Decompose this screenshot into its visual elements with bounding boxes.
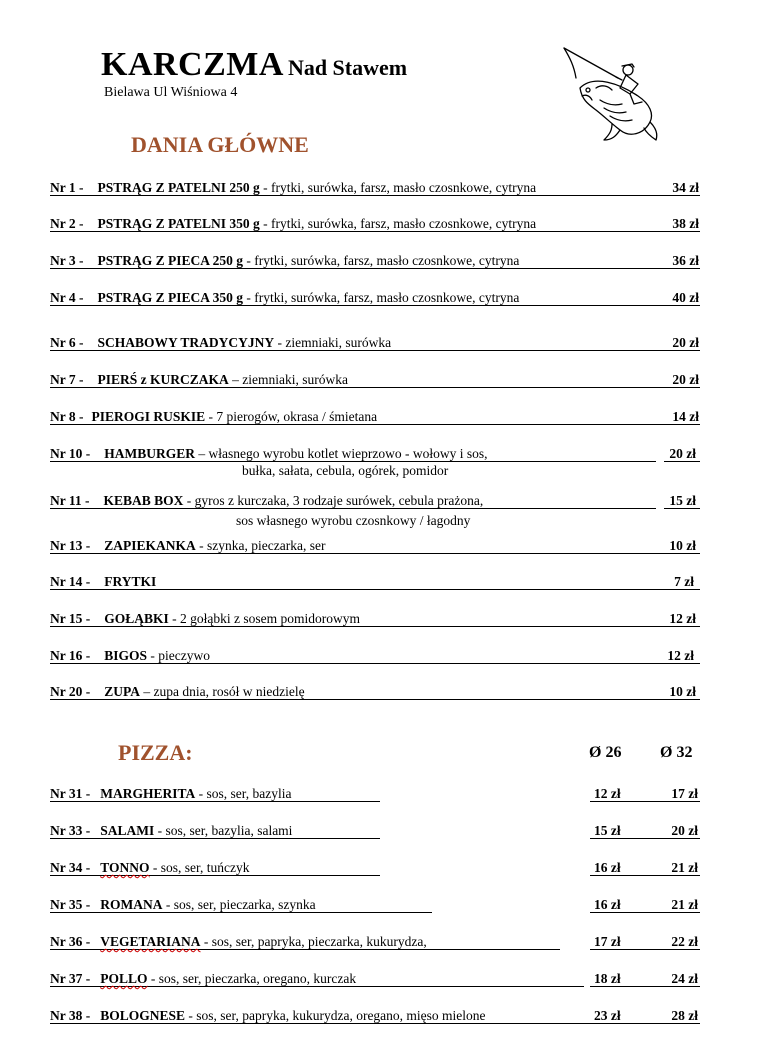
pizza-name: SALAMI	[100, 823, 155, 838]
dish-description: - frytki, surówka, farsz, masło czosnkowe, cytryna	[243, 290, 520, 305]
dish-price: 14 zł	[672, 409, 699, 424]
dish-price: 36 zł	[672, 253, 699, 268]
pizza-price-26: 17 zł	[594, 934, 621, 949]
dish-price: 20 zł	[669, 446, 696, 461]
dish-price: 34 zł	[672, 180, 699, 195]
restaurant-title	[101, 46, 407, 84]
pizza-price-26: 23 zł	[594, 1008, 621, 1023]
dish-description: - gyros z kurczaka, 3 rodzaje surówek, cebula prażona,	[183, 493, 484, 508]
pizza-name: BOLOGNESE	[100, 1008, 186, 1023]
pizza-price-32: 20 zł	[671, 823, 698, 838]
dish-name: KEBAB BOX	[103, 493, 184, 508]
dish-number: Nr 8 -	[50, 409, 84, 424]
pizza-description: - sos, ser, pieczarka, oregano, kurczak	[147, 971, 357, 986]
fisherman-icon	[560, 44, 660, 142]
dish-number: Nr 1 -	[50, 180, 84, 195]
pizza-price-32: 21 zł	[671, 897, 698, 912]
pizza-description: - sos, ser, papryka, kukurydza, oregano, mięso mielone	[185, 1008, 486, 1023]
pizza-name: POLLO	[100, 971, 148, 986]
restaurant-name-small: Nad Stawem	[287, 55, 408, 80]
pizza-number: Nr 31 -	[50, 786, 91, 801]
section-main-dishes-title: DANIA GŁÓWNE	[131, 132, 309, 157]
dish-number: Nr 11 -	[50, 493, 90, 508]
dish-price: 40 zł	[672, 290, 699, 305]
dish-name: PIERŚ z KURCZAKA	[97, 372, 229, 387]
dish-price: 38 zł	[672, 216, 699, 231]
dish-name: BIGOS	[104, 648, 148, 663]
dish-name: PSTRĄG Z PIECA 350 g	[97, 290, 244, 305]
dish-description-continued: sos własnego wyrobu czosnkowy / łagodny	[236, 513, 471, 528]
dish-price: 12 zł	[669, 611, 696, 626]
pizza-size-26-header: Ø 26	[589, 744, 622, 761]
dish-number: Nr 14 -	[50, 574, 91, 589]
dish-number: Nr 10 -	[50, 446, 91, 461]
pizza-name: ROMANA	[100, 897, 163, 912]
dish-name: PSTRĄG Z PIECA 250 g	[97, 253, 244, 268]
dish-description-continued: bułka, sałata, cebula, ogórek, pomidor	[242, 463, 449, 478]
pizza-description: - sos, ser, tuńczyk	[149, 860, 250, 875]
dish-number: Nr 7 -	[50, 372, 84, 387]
pizza-price-32: 28 zł	[671, 1008, 698, 1023]
pizza-number: Nr 38 -	[50, 1008, 91, 1023]
dish-number: Nr 15 -	[50, 611, 91, 626]
dish-number: Nr 3 -	[50, 253, 84, 268]
dish-number: Nr 6 -	[50, 335, 84, 350]
dish-description: – własnego wyrobu kotlet wieprzowo - wołowy i sos,	[195, 446, 488, 461]
dish-description: – zupa dnia, rosół w niedzielę	[140, 684, 305, 699]
dish-name: PIEROGI RUSKIE	[91, 409, 206, 424]
dish-number: Nr 16 -	[50, 648, 91, 663]
pizza-name: VEGETARIANA	[100, 934, 201, 949]
dish-number: Nr 13 -	[50, 538, 91, 553]
pizza-description: - sos, ser, pieczarka, szynka	[162, 897, 316, 912]
dish-price: 20 zł	[672, 372, 699, 387]
pizza-name: MARGHERITA	[100, 786, 196, 801]
dish-description: - 2 gołąbki z sosem pomidorowym	[168, 611, 360, 626]
dish-description: - szynka, pieczarka, ser	[195, 538, 326, 553]
dish-name: GOŁĄBKI	[104, 611, 169, 626]
pizza-number: Nr 37 -	[50, 971, 91, 986]
pizza-price-26: 16 zł	[594, 897, 621, 912]
dish-price: 10 zł	[669, 538, 696, 553]
pizza-price-26: 15 zł	[594, 823, 621, 838]
dish-price: 20 zł	[672, 335, 699, 350]
dish-price: 12 zł	[667, 648, 694, 663]
dish-description: - frytki, surówka, farsz, masło czosnkowe, cytryna	[259, 216, 537, 231]
pizza-price-32: 24 zł	[671, 971, 698, 986]
dish-name: ZAPIEKANKA	[104, 538, 196, 553]
dish-name: ZUPA	[104, 684, 140, 699]
pizza-price-26: 18 zł	[594, 971, 621, 986]
dish-description: – ziemniaki, surówka	[228, 372, 348, 387]
pizza-number: Nr 33 -	[50, 823, 91, 838]
dish-number: Nr 4 -	[50, 290, 84, 305]
pizza-price-32: 22 zł	[671, 934, 698, 949]
dish-name: SCHABOWY TRADYCYJNY	[97, 335, 275, 350]
restaurant-name-big: KARCZMA	[101, 46, 284, 83]
section-pizza-title: PIZZA:	[118, 740, 193, 765]
pizza-number: Nr 35 -	[50, 897, 91, 912]
pizza-description: - sos, ser, papryka, pieczarka, kukurydza,	[200, 934, 427, 949]
dish-name: PSTRĄG Z PATELNI 250 g	[97, 180, 260, 195]
pizza-description: - sos, ser, bazylia, salami	[154, 823, 293, 838]
pizza-number: Nr 36 -	[50, 934, 91, 949]
dish-price: 10 zł	[669, 684, 696, 699]
pizza-price-26: 16 zł	[594, 860, 621, 875]
dish-description: - pieczywo	[147, 648, 211, 663]
dish-number: Nr 2 -	[50, 216, 84, 231]
dish-name: HAMBURGER	[104, 446, 195, 461]
pizza-price-32: 21 zł	[671, 860, 698, 875]
pizza-number: Nr 34 -	[50, 860, 91, 875]
dish-name: FRYTKI	[104, 574, 157, 589]
dish-description: - ziemniaki, surówka	[274, 335, 392, 350]
dish-price: 15 zł	[669, 493, 696, 508]
pizza-name: TONNO	[100, 860, 150, 875]
pizza-price-32: 17 zł	[671, 786, 698, 801]
pizza-price-26: 12 zł	[594, 786, 621, 801]
dish-name: PSTRĄG Z PATELNI 350 g	[97, 216, 260, 231]
dish-description: - frytki, surówka, farsz, masło czosnkowe, cytryna	[259, 180, 537, 195]
dish-description: - 7 pierogów, okrasa / śmietana	[205, 409, 378, 424]
dish-price: 7 zł	[674, 574, 694, 589]
dish-number: Nr 20 -	[50, 684, 91, 699]
dish-description: - frytki, surówka, farsz, masło czosnkowe, cytryna	[243, 253, 520, 268]
pizza-description: - sos, ser, bazylia	[195, 786, 292, 801]
pizza-size-32-header: Ø 32	[660, 744, 693, 761]
restaurant-address: Bielawa Ul Wiśniowa 4	[104, 85, 238, 100]
